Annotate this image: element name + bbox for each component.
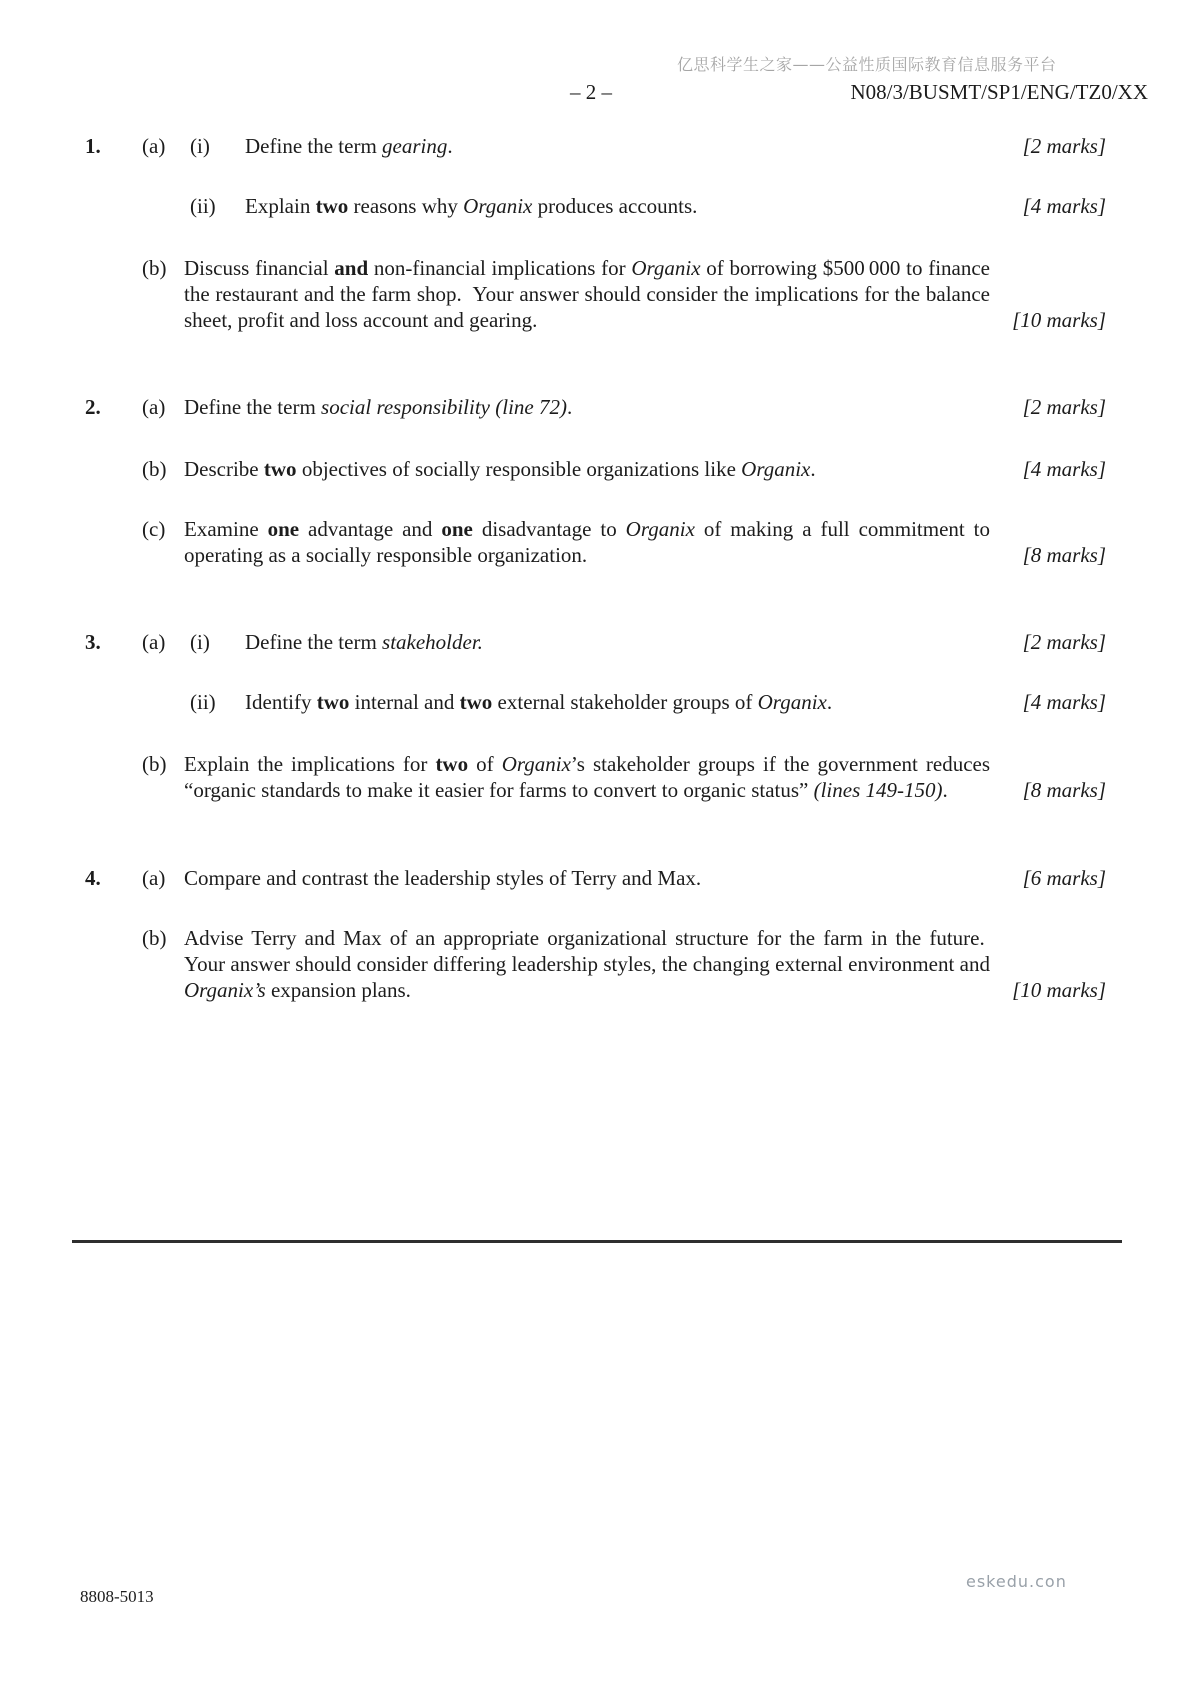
text-run: Organix	[463, 194, 533, 218]
question-text	[245, 193, 990, 219]
question-text	[245, 629, 990, 655]
text-run: ’s stakeholder groups if the government reduces “organic standards to make it easier for farms to convert to organic status”	[184, 752, 991, 802]
text-run: Identify	[245, 690, 317, 714]
text-run: expansion plans.	[265, 978, 411, 1002]
text-run: Define the term	[184, 395, 322, 419]
questions-area	[85, 0, 1106, 1003]
text-run: Describe	[184, 457, 264, 481]
text-run: (lines 149-150)	[813, 778, 943, 802]
text-run: and	[334, 256, 369, 280]
text-run: two	[263, 457, 297, 481]
header-watermark: 亿思科学生之家——公益性质国际教育信息服务平台	[677, 55, 1057, 74]
text-run: two	[316, 690, 350, 714]
text-run: two	[435, 752, 469, 776]
page-number: – 2 –	[570, 80, 612, 104]
sub-label: (i)	[190, 630, 210, 654]
marks-label: [4 marks]	[1022, 690, 1106, 714]
question-1-part-a-sub-ii	[85, 193, 1106, 219]
text-run: social responsibility (line 72)	[321, 395, 567, 419]
text-run: one	[267, 517, 300, 541]
question-3-part-a-sub-i	[85, 629, 1106, 655]
marks-label: [2 marks]	[1022, 134, 1106, 158]
divider-rule	[72, 1240, 1122, 1243]
marks-label: [10 marks]	[1012, 978, 1106, 1002]
question-text	[245, 689, 990, 715]
text-run: external stakeholder groups of	[492, 690, 758, 714]
text-run: Organix	[501, 752, 571, 776]
part-label: (b)	[142, 256, 167, 280]
text-run: objectives of socially responsible organizations like	[296, 457, 742, 481]
text-run: internal and	[349, 690, 460, 714]
question-text	[245, 133, 990, 159]
sub-label: (i)	[190, 134, 210, 158]
question-1-part-b	[85, 255, 1106, 333]
text-run: .	[566, 395, 573, 419]
text-run: Advise Terry and Max of an appropriate organizational structure for the farm in the future. Your answer should consider differing leadership styles, the changing external environment and	[184, 926, 990, 976]
text-run: Compare and contrast the leadership styles of Terry and Max.	[184, 866, 702, 890]
question-number: 4.	[85, 866, 101, 890]
question-text	[184, 516, 990, 568]
text-run: of making a full commitment to operating as a socially responsible organization.	[184, 517, 991, 567]
marks-label: [2 marks]	[1022, 395, 1106, 419]
question-1-part-a-sub-i	[85, 133, 1106, 159]
text-run: Examine	[184, 517, 268, 541]
marks-label: [8 marks]	[1022, 778, 1106, 802]
text-run: two	[459, 690, 493, 714]
question-text	[184, 394, 990, 420]
question-3-part-a-sub-ii	[85, 689, 1106, 715]
question-2-part-a	[85, 394, 1106, 420]
text-run: .	[447, 134, 453, 158]
text-run: Define the term	[245, 134, 383, 158]
marks-label: [8 marks]	[1022, 543, 1106, 567]
part-label: (a)	[142, 630, 166, 654]
text-run: Organix’s	[184, 978, 266, 1002]
text-run: produces accounts.	[532, 194, 698, 218]
text-run: reasons why	[348, 194, 464, 218]
text-run: .	[942, 778, 948, 802]
question-text	[184, 865, 990, 891]
text-run: two	[315, 194, 349, 218]
footer-reference-code: 8808-5013	[80, 1587, 154, 1606]
part-label: (a)	[142, 395, 166, 419]
text-run: .	[826, 690, 833, 714]
text-run: stakeholder.	[382, 630, 483, 654]
question-number: 2.	[85, 395, 101, 419]
text-run: of borrowing $500 000 to finance the restaurant and the farm shop. Your answer should consider the implications for the balance sheet, profit and loss account and gearing.	[184, 256, 990, 332]
text-run: Organix	[741, 457, 811, 481]
text-run: Organix	[757, 690, 827, 714]
text-run: Organix	[631, 256, 701, 280]
question-text	[184, 925, 990, 1003]
text-run: advantage and	[299, 517, 442, 541]
text-run: of	[468, 752, 502, 776]
sub-label: (ii)	[190, 690, 216, 714]
question-text	[184, 456, 990, 482]
question-number: 3.	[85, 630, 101, 654]
question-2-part-b	[85, 456, 1106, 482]
marks-label: [10 marks]	[1012, 308, 1106, 332]
part-label: (c)	[142, 517, 166, 541]
question-2-part-c	[85, 516, 1106, 568]
footer-watermark: eskedu.con	[966, 1572, 1067, 1591]
question-4-part-b	[85, 925, 1106, 1003]
part-label: (a)	[142, 134, 166, 158]
question-number: 1.	[85, 134, 101, 158]
text-run: Discuss financial	[184, 256, 335, 280]
question-3-part-b	[85, 751, 1106, 803]
question-text	[184, 255, 990, 333]
text-run: Organix	[625, 517, 695, 541]
marks-label: [4 marks]	[1022, 194, 1106, 218]
text-run: disadvantage to	[472, 517, 626, 541]
marks-label: [4 marks]	[1022, 457, 1106, 481]
question-text	[184, 751, 990, 803]
paper-code: N08/3/BUSMT/SP1/ENG/TZ0/XX	[850, 80, 1148, 104]
text-run: gearing	[382, 134, 448, 158]
part-label: (b)	[142, 752, 167, 776]
text-run: Define the term	[245, 630, 383, 654]
sub-label: (ii)	[190, 194, 216, 218]
text-run: one	[441, 517, 473, 541]
text-run: non-financial implications for	[368, 256, 632, 280]
part-label: (b)	[142, 926, 167, 950]
question-4-part-a	[85, 865, 1106, 891]
marks-label: [2 marks]	[1022, 630, 1106, 654]
part-label: (b)	[142, 457, 167, 481]
text-run: Explain the implications for	[184, 752, 436, 776]
text-run: .	[810, 457, 816, 481]
part-label: (a)	[142, 866, 166, 890]
marks-label: [6 marks]	[1022, 866, 1106, 890]
text-run: Explain	[245, 194, 316, 218]
